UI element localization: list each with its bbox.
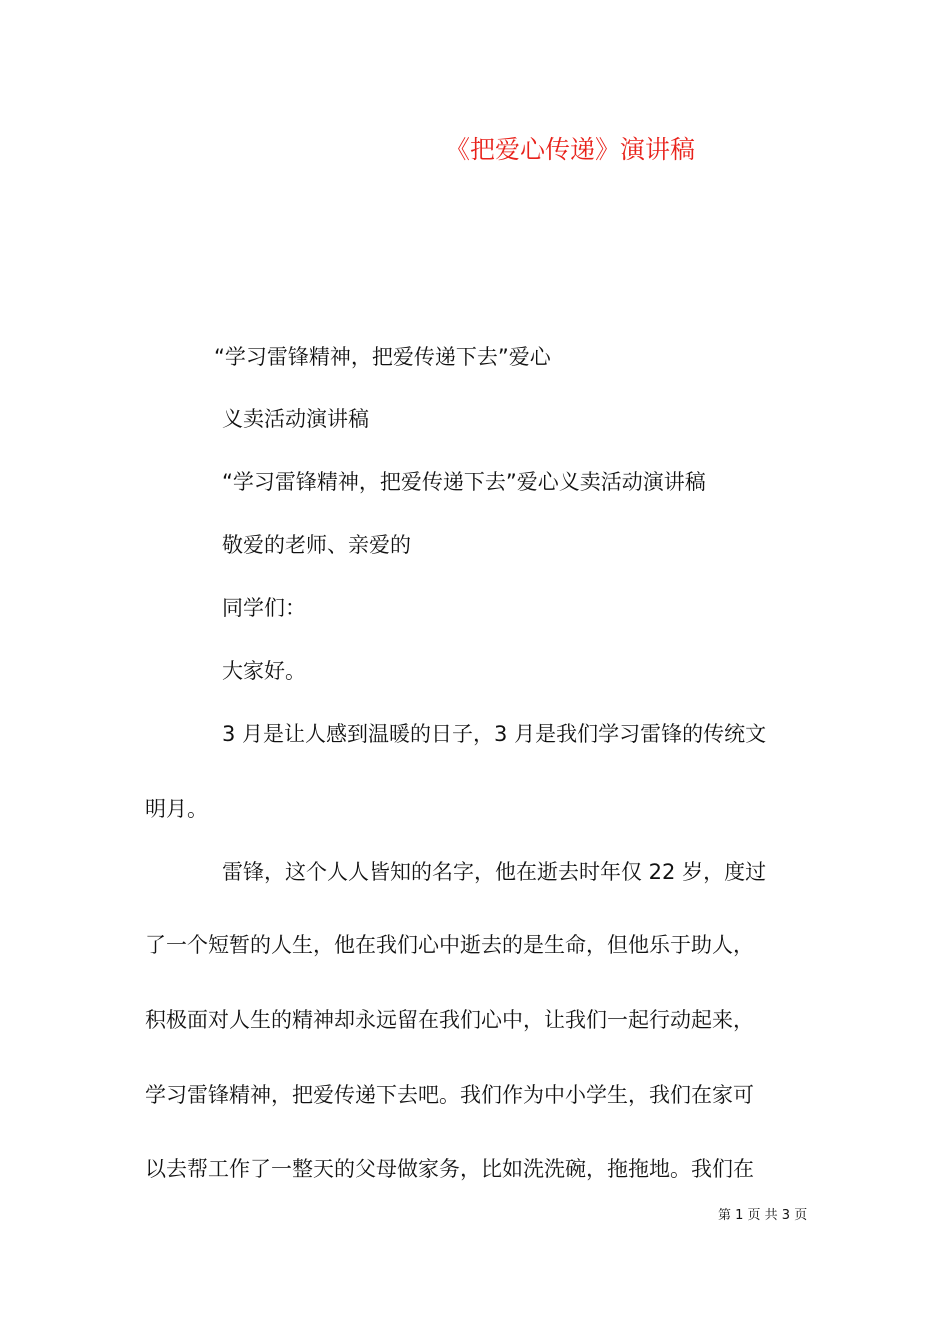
- paragraph-line: 大家好。: [222, 659, 306, 683]
- paragraph-line: 积极面对人生的精神却永远留在我们心中，让我们一起行动起来，: [145, 1008, 754, 1032]
- paragraph-line: 敬爱的老师、亲爱的: [222, 533, 411, 557]
- paragraph-line: 以去帮工作了一整天的父母做家务，比如洗洗碗，拖拖地。我们在: [145, 1157, 754, 1181]
- paragraph-line: “学习雷锋精神，把爱传递下去”爱心义卖活动演讲稿: [222, 470, 706, 494]
- paragraph-line: 义卖活动演讲稿: [222, 407, 369, 431]
- paragraph-line: 3 月是让人感到温暖的日子，3 月是我们学习雷锋的传统文: [222, 722, 767, 746]
- paragraph-line: 学习雷锋精神，把爱传递下去吧。我们作为中小学生，我们在家可: [145, 1083, 754, 1107]
- paragraph-line: “学习雷锋精神，把爱传递下去”爱心: [214, 345, 551, 369]
- paragraph-line: 明月。: [145, 797, 208, 821]
- paragraph-line: 了一个短暂的人生，他在我们心中逝去的是生命，但他乐于助人，: [145, 933, 754, 957]
- paragraph-line: 同学们：: [222, 596, 306, 620]
- document-title: 《把爱心传递》演讲稿: [444, 135, 695, 164]
- page-number-footer: 第 1 页 共 3 页: [718, 1208, 808, 1223]
- paragraph-line: 雷锋，这个人人皆知的名字，他在逝去时年仅 22 岁，度过: [222, 860, 767, 884]
